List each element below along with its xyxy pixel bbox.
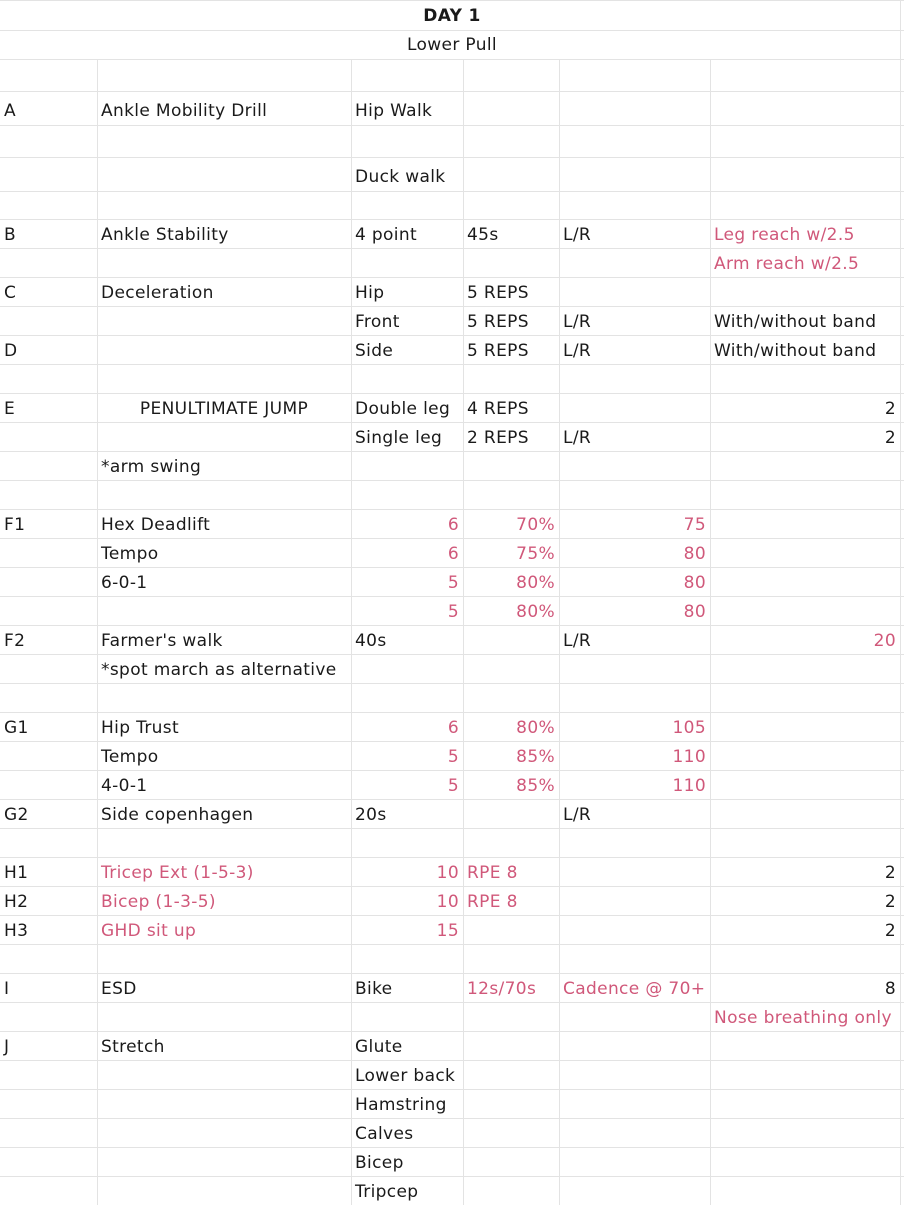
cell-r0-c1: Ankle Mobility Drill: [101, 101, 268, 121]
grid-row-line: [0, 625, 904, 626]
grid-row-line: [0, 828, 904, 829]
grid-row-line: [0, 364, 904, 365]
cell-r25-c0: J: [4, 1037, 10, 1057]
cell-r4-c1: Deceleration: [101, 283, 214, 303]
cell-r18-c3: 85%: [516, 776, 555, 796]
cell-r19-c2: 20s: [355, 805, 387, 825]
cell-r9-c1: *arm swing: [101, 457, 202, 477]
grid-row-line: [0, 654, 904, 655]
cell-r6-c3: 5 REPS: [467, 341, 529, 361]
cell-r4-c0: C: [4, 283, 17, 303]
cell-r8-c2: Single leg: [355, 428, 443, 448]
cell-r6-c5: With/without band: [714, 341, 877, 361]
cell-r14-c0: F2: [4, 631, 26, 651]
grid-row-line: [0, 567, 904, 568]
grid-row-line: [0, 219, 904, 220]
cell-r5-c2: Front: [355, 312, 400, 332]
cell-r11-c1: Tempo: [101, 544, 159, 564]
cell-r2-c3: 45s: [467, 225, 499, 245]
cell-r22-c0: H3: [4, 921, 29, 941]
grid-row-line: [0, 248, 904, 249]
cell-r14-c1: Farmer's walk: [101, 631, 223, 651]
grid-row-line: [0, 799, 904, 800]
grid-column-line: [463, 59, 464, 1205]
grid-row-line: [0, 0, 904, 1]
grid-row-line: [0, 1147, 904, 1148]
grid-column-line: [900, 0, 901, 1205]
cell-r13-c3: 80%: [516, 602, 555, 622]
grid-row-line: [0, 886, 904, 887]
cell-r17-c4: 110: [672, 747, 706, 767]
cell-r20-c5: 2: [884, 863, 896, 883]
cell-r8-c5: 2: [884, 428, 896, 448]
cell-r25-c2: Glute: [355, 1037, 403, 1057]
grid-row-line: [0, 393, 904, 394]
cell-r12-c1: 6-0-1: [101, 573, 148, 593]
cell-r19-c0: G2: [4, 805, 29, 825]
grid-row-line: [0, 1176, 904, 1177]
cell-r3-c5: Arm reach w/2.5: [714, 254, 860, 274]
cell-r22-c1: GHD sit up: [101, 921, 197, 941]
cell-r1-c2: Duck walk: [355, 167, 446, 187]
cell-r5-c4: L/R: [563, 312, 592, 332]
day-title: DAY 1: [423, 6, 481, 26]
grid-row-line: [0, 451, 904, 452]
cell-r21-c2: 10: [436, 892, 459, 912]
cell-r23-c4: Cadence @ 70+: [563, 979, 706, 999]
cell-r20-c3: RPE 8: [467, 863, 518, 883]
grid-row-line: [0, 1002, 904, 1003]
cell-r23-c5: 8: [884, 979, 896, 999]
grid-column-line: [351, 59, 352, 1205]
cell-r13-c4: 80: [683, 602, 706, 622]
cell-r21-c5: 2: [884, 892, 896, 912]
cell-r10-c2: 6: [447, 515, 459, 535]
grid-row-line: [0, 741, 904, 742]
cell-r14-c2: 40s: [355, 631, 387, 651]
cell-r7-c0: E: [4, 399, 16, 419]
grid-row-line: [0, 125, 904, 126]
cell-r12-c2: 5: [447, 573, 459, 593]
cell-r4-c2: Hip: [355, 283, 385, 303]
cell-r2-c0: B: [4, 225, 17, 245]
session-subtitle: Lower Pull: [406, 35, 497, 55]
cell-r18-c1: 4-0-1: [101, 776, 148, 796]
cell-r12-c4: 80: [683, 573, 706, 593]
cell-r6-c4: L/R: [563, 341, 592, 361]
cell-r11-c2: 6: [447, 544, 459, 564]
grid-row-line: [0, 770, 904, 771]
cell-r5-c5: With/without band: [714, 312, 877, 332]
cell-r16-c3: 80%: [516, 718, 555, 738]
grid-row-line: [0, 1118, 904, 1119]
cell-r18-c4: 110: [672, 776, 706, 796]
cell-r23-c3: 12s/70s: [467, 979, 537, 999]
cell-r27-c2: Hamstring: [355, 1095, 447, 1115]
cell-r2-c1: Ankle Stability: [101, 225, 229, 245]
grid-row-line: [0, 1031, 904, 1032]
cell-r16-c2: 6: [447, 718, 459, 738]
cell-r17-c1: Tempo: [101, 747, 159, 767]
cell-r20-c1: Tricep Ext (1-5-3): [101, 863, 254, 883]
cell-r6-c0: D: [4, 341, 18, 361]
cell-r5-c3: 5 REPS: [467, 312, 529, 332]
cell-r18-c2: 5: [447, 776, 459, 796]
grid-row-line: [0, 191, 904, 192]
cell-r0-c2: Hip Walk: [355, 101, 433, 121]
cell-r2-c5: Leg reach w/2.5: [714, 225, 855, 245]
cell-r8-c4: L/R: [563, 428, 592, 448]
cell-r23-c2: Bike: [355, 979, 393, 999]
grid-column-line: [559, 59, 560, 1205]
grid-row-line: [0, 306, 904, 307]
cell-r20-c0: H1: [4, 863, 29, 883]
grid-column-line: [97, 59, 98, 1205]
cell-r26-c2: Lower back: [355, 1066, 456, 1086]
cell-r29-c2: Bicep: [355, 1153, 404, 1173]
cell-r13-c2: 5: [447, 602, 459, 622]
cell-r14-c5: 20: [873, 631, 896, 651]
cell-r11-c3: 75%: [516, 544, 555, 564]
cell-r10-c0: F1: [4, 515, 26, 535]
grid-row-line: [0, 59, 904, 60]
cell-r7-c2: Double leg: [355, 399, 451, 419]
grid-row-line: [0, 1060, 904, 1061]
cell-r20-c2: 10: [436, 863, 459, 883]
cell-r30-c2: Tripcep: [355, 1182, 419, 1202]
cell-r10-c3: 70%: [516, 515, 555, 535]
cell-r15-c1: *spot march as alternative: [101, 660, 337, 680]
cell-r10-c1: Hex Deadlift: [101, 515, 211, 535]
cell-r21-c1: Bicep (1-3-5): [101, 892, 216, 912]
grid-row-line: [0, 538, 904, 539]
grid-row-line: [0, 915, 904, 916]
grid-row-line: [0, 509, 904, 510]
cell-r7-c1: PENULTIMATE JUMP: [139, 399, 309, 419]
grid-row-line: [0, 944, 904, 945]
cell-r6-c2: Side: [355, 341, 394, 361]
cell-r7-c3: 4 REPS: [467, 399, 529, 419]
grid-row-line: [0, 277, 904, 278]
cell-r22-c2: 15: [436, 921, 459, 941]
grid-row-line: [0, 91, 904, 92]
cell-r16-c1: Hip Trust: [101, 718, 180, 738]
cell-r2-c4: L/R: [563, 225, 592, 245]
cell-r19-c1: Side copenhagen: [101, 805, 254, 825]
cell-r0-c0: A: [4, 101, 16, 121]
grid-row-line: [0, 422, 904, 423]
cell-r11-c4: 80: [683, 544, 706, 564]
cell-r12-c3: 80%: [516, 573, 555, 593]
cell-r19-c4: L/R: [563, 805, 592, 825]
cell-r4-c3: 5 REPS: [467, 283, 529, 303]
grid-row-line: [0, 712, 904, 713]
grid-row-line: [0, 480, 904, 481]
cell-r21-c0: H2: [4, 892, 29, 912]
cell-r28-c2: Calves: [355, 1124, 414, 1144]
cell-r21-c3: RPE 8: [467, 892, 518, 912]
grid-row-line: [0, 857, 904, 858]
cell-r23-c1: ESD: [101, 979, 137, 999]
grid-row-line: [0, 30, 904, 31]
cell-r25-c1: Stretch: [101, 1037, 165, 1057]
grid-row-line: [0, 1089, 904, 1090]
cell-r8-c3: 2 REPS: [467, 428, 529, 448]
cell-r17-c3: 85%: [516, 747, 555, 767]
grid-row-line: [0, 596, 904, 597]
cell-r22-c5: 2: [884, 921, 896, 941]
grid-row-line: [0, 157, 904, 158]
cell-r16-c0: G1: [4, 718, 29, 738]
cell-r7-c5: 2: [884, 399, 896, 419]
cell-r14-c4: L/R: [563, 631, 592, 651]
cell-r17-c2: 5: [447, 747, 459, 767]
grid-row-line: [0, 335, 904, 336]
cell-r24-c5: Nose breathing only: [714, 1008, 892, 1028]
cell-r10-c4: 75: [683, 515, 706, 535]
cell-r23-c0: I: [4, 979, 10, 999]
grid-row-line: [0, 973, 904, 974]
cell-r2-c2: 4 point: [355, 225, 418, 245]
cell-r16-c4: 105: [672, 718, 706, 738]
grid-row-line: [0, 683, 904, 684]
